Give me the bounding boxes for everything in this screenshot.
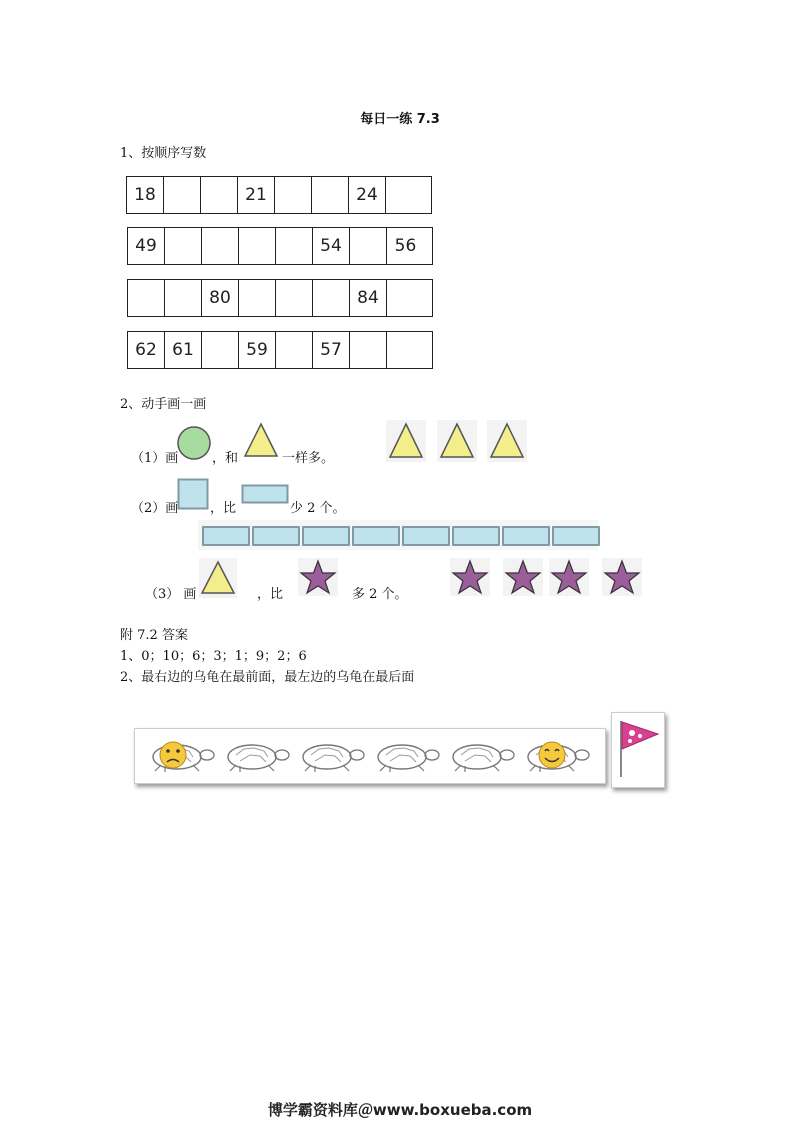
turtle-row-illustration (134, 728, 606, 784)
grid-cell[interactable] (202, 332, 239, 368)
grid-cell[interactable] (201, 177, 238, 213)
rectangle-icon (452, 526, 500, 546)
grid-row (127, 331, 433, 369)
grid-cell[interactable]: 49 (128, 228, 165, 264)
grid-cell[interactable]: 24 (349, 177, 386, 213)
grid-cell[interactable]: 84 (350, 280, 387, 316)
triangle-icon (243, 422, 279, 458)
turtle-icon (303, 745, 364, 772)
rectangle-row (198, 520, 598, 550)
star-icon (503, 558, 543, 596)
square-icon (177, 478, 209, 510)
part-1-end: 一样多。 (282, 451, 335, 466)
rectangle-icon (502, 526, 550, 546)
answers-heading: 附 7.2 答案 (120, 628, 188, 643)
answer-line-1: 1、0；10；6；3；1；9；2；6 (120, 649, 307, 664)
grid-cell[interactable] (275, 177, 312, 213)
finish-flag-illustration (611, 712, 665, 788)
flag-icon (612, 713, 664, 787)
turtle-icon (228, 745, 289, 772)
number-grid (126, 176, 432, 214)
sad-face-icon (160, 742, 186, 768)
part-3-prefix: （3） 画 (145, 587, 197, 602)
part-1-mid: ，和 (212, 451, 239, 466)
rectangle-icon (241, 484, 289, 504)
grid-cell[interactable] (313, 280, 350, 316)
grid-cell[interactable] (350, 228, 387, 264)
triangle-icon (199, 558, 237, 598)
rectangle-icon (352, 526, 400, 546)
grid-cell[interactable] (276, 228, 313, 264)
grid-cell[interactable]: 61 (165, 332, 202, 368)
grid-row (127, 279, 433, 317)
happy-face-icon (539, 742, 565, 768)
part-2-mid: ，比 (210, 501, 237, 516)
grid-cell[interactable] (165, 280, 202, 316)
part-1-prefix: （1）画 (131, 451, 179, 466)
question-1-label: 1、按顺序写数 (120, 146, 207, 161)
grid-row (127, 227, 433, 265)
grid-cell[interactable] (386, 177, 423, 213)
rectangle-icon (302, 526, 350, 546)
grid-row (126, 176, 432, 214)
page-title: 每日一练 7.3 (360, 112, 440, 127)
rectangle-icon (402, 526, 450, 546)
turtle-row (135, 729, 605, 783)
grid-cell[interactable] (128, 280, 165, 316)
number-grid (127, 227, 433, 265)
grid-cell[interactable] (202, 228, 239, 264)
grid-cell[interactable]: 54 (313, 228, 350, 264)
star-icon (298, 558, 338, 596)
part-2-prefix: （2）画 (131, 501, 179, 516)
circle-icon (176, 425, 212, 461)
part-2-end: 少 2 个。 (290, 501, 346, 516)
grid-cell[interactable]: 56 (394, 236, 417, 256)
star-icon (602, 558, 642, 596)
star-icon (549, 558, 589, 596)
grid-cell[interactable] (276, 332, 313, 368)
rectangle-icon (552, 526, 600, 546)
grid-cell[interactable] (312, 177, 349, 213)
grid-cell[interactable]: 80 (202, 280, 239, 316)
grid-cell[interactable]: 18 (127, 177, 164, 213)
grid-cell[interactable] (239, 280, 276, 316)
grid-cell[interactable] (239, 228, 276, 264)
grid-cell[interactable] (387, 280, 424, 316)
answer-line-2: 2、最右边的乌龟在最前面，最左边的乌龟在最后面 (120, 670, 415, 685)
triangle-icon (437, 420, 477, 462)
grid-cell[interactable]: 62 (128, 332, 165, 368)
turtle-icon (453, 745, 514, 772)
grid-cell[interactable] (276, 280, 313, 316)
grid-cell[interactable] (165, 228, 202, 264)
grid-cell[interactable] (387, 332, 424, 368)
grid-cell[interactable]: 21 (238, 177, 275, 213)
part-3-end: 多 2 个。 (352, 587, 408, 602)
triangle-icon (386, 420, 426, 462)
question-2-label: 2、动手画一画 (120, 397, 207, 412)
number-grid (127, 279, 433, 317)
part-3-mid: ，比 (257, 587, 284, 602)
rectangle-icon (202, 526, 250, 546)
number-grid (127, 331, 433, 369)
turtle-icon (378, 745, 439, 772)
star-icon (450, 558, 490, 596)
grid-cell[interactable]: 57 (313, 332, 350, 368)
grid-cell[interactable] (164, 177, 201, 213)
rectangle-icon (252, 526, 300, 546)
grid-cell[interactable] (350, 332, 387, 368)
triangle-icon (487, 420, 527, 462)
footer-watermark: 博学霸资料库＠www.boxueba.com (267, 1101, 533, 1119)
grid-cell[interactable]: 59 (239, 332, 276, 368)
